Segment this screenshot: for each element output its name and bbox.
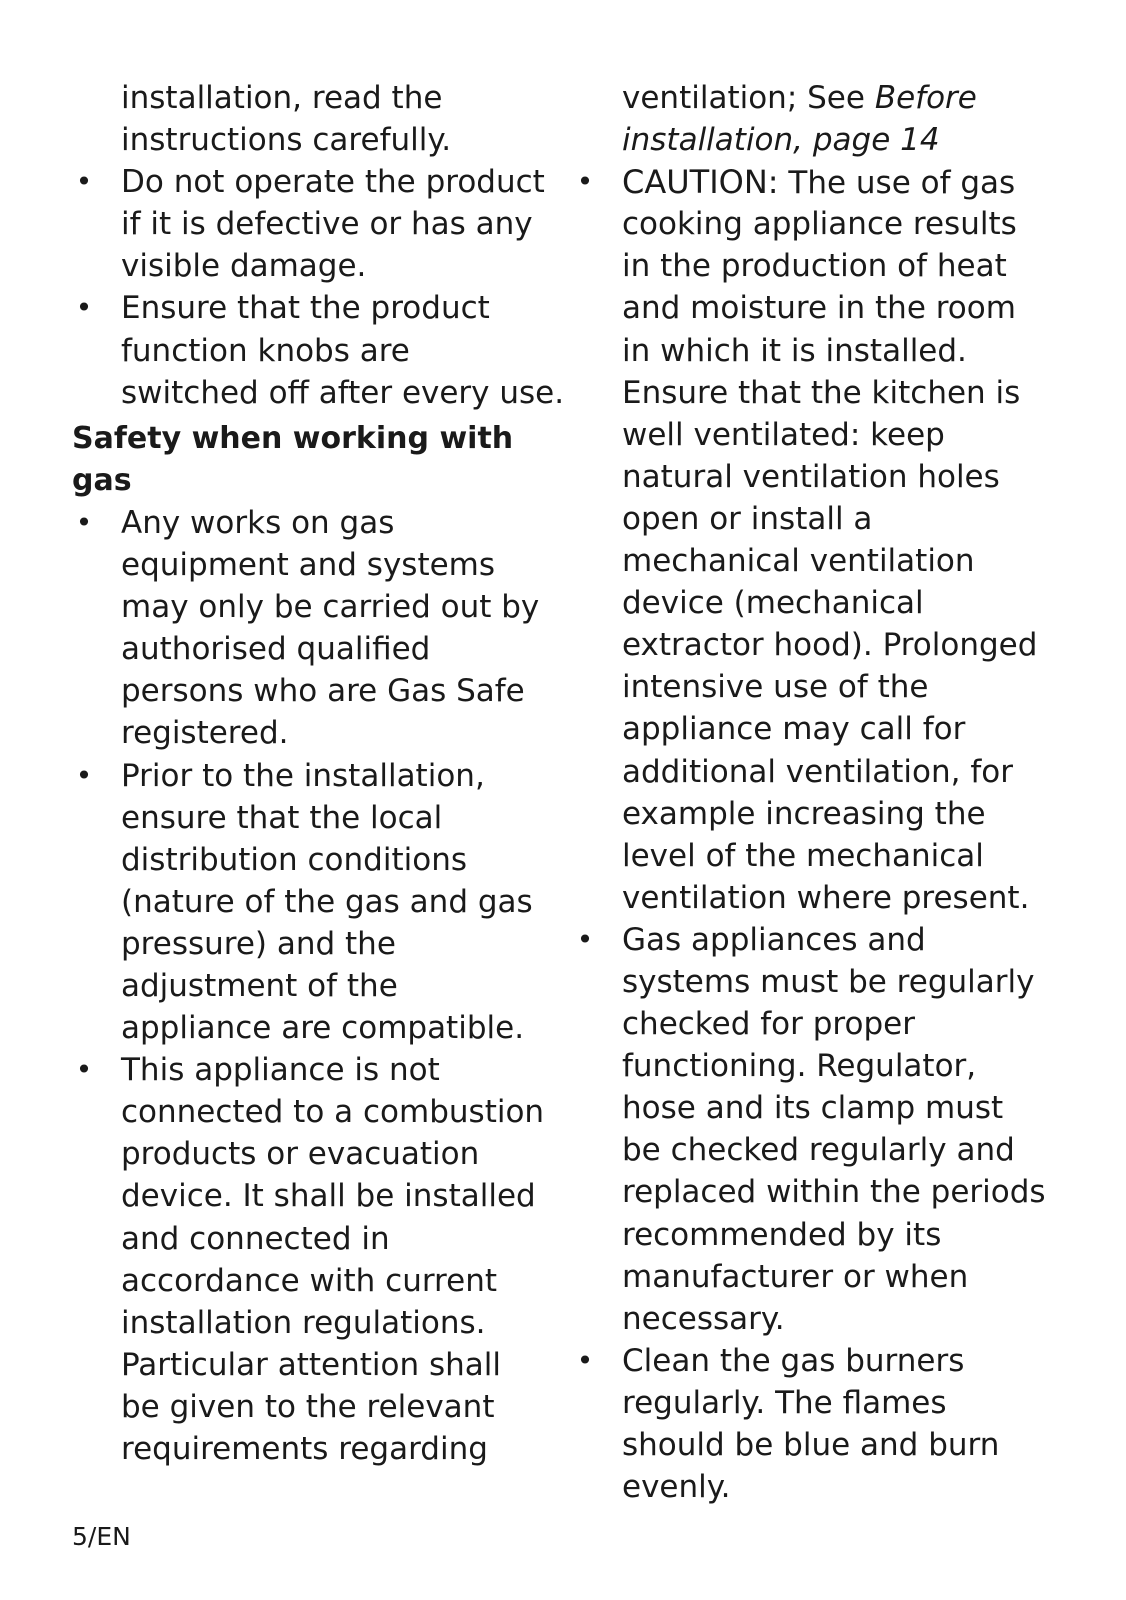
list-item-line (72, 502, 572, 544)
list-item-text: Gas appliances and (622, 921, 926, 958)
list-item-line: device (mechanical (622, 585, 924, 622)
list-item-line: mechanical ventilation (622, 543, 975, 580)
list-item-line: systems must be regularly (622, 963, 1035, 1000)
list-item-line: equipment and systems (121, 547, 496, 584)
list-item-line (72, 287, 572, 329)
list-item-line: regularly. The flames (622, 1384, 947, 1421)
list-item-line: requirements regarding (121, 1431, 488, 1467)
list-item-line: recommended by its (622, 1216, 942, 1253)
list-item-line (72, 1049, 572, 1091)
list-item-line: function knobs are (121, 332, 410, 369)
list-item-line: appliance are compatible. (121, 1010, 525, 1047)
list-item-line: example increasing the (622, 795, 986, 832)
list-item-text: Ensure that the product (121, 290, 490, 327)
caution-list-item (573, 161, 1093, 203)
section-heading: Safety when working with (72, 420, 514, 456)
list-item-line: Ensure that the kitchen is (622, 374, 1021, 411)
list-item-line: and connected in (121, 1220, 390, 1257)
list-item-line: adjustment of the (121, 967, 398, 1004)
list-item-line: be checked regularly and (622, 1132, 1015, 1169)
cross-reference: installation, page 14 (622, 122, 940, 159)
list-item-line: should be blue and burn (622, 1427, 1000, 1463)
bullet-icon: • (576, 1343, 594, 1377)
list-item-line (573, 1340, 1093, 1382)
list-item-line: cooking appliance results (622, 206, 1017, 243)
page-number: 5/EN (72, 1522, 131, 1551)
cross-reference: Before (874, 80, 977, 116)
list-item-line: checked for proper (622, 1006, 915, 1043)
list-item-line: accordance with current (121, 1262, 497, 1299)
list-item-text: This appliance is not (121, 1052, 440, 1089)
list-item-line: hose and its clamp must (622, 1090, 1004, 1127)
bullet-icon: • (75, 505, 93, 539)
list-item-line: in which it is installed. (622, 332, 967, 369)
list-item-line: authorised qualified (121, 631, 431, 668)
list-item-line: Particular attention shall (121, 1346, 501, 1383)
list-item-line: intensive use of the (622, 669, 929, 706)
bullet-icon: • (75, 291, 93, 325)
list-item-text: Prior to the installation, (121, 757, 485, 794)
list-item-line: in the production of heat (622, 248, 1007, 285)
bullet-icon: • (75, 758, 93, 792)
list-item-line: open or install a (622, 500, 873, 537)
list-item-line: well ventilated: keep (622, 416, 945, 453)
list-item-line: if it is defective or has any (121, 206, 533, 243)
list-item-line: may only be carried out by (121, 589, 540, 626)
list-item-line: ensure that the local (121, 799, 443, 836)
right-column (573, 77, 1093, 1508)
list-item-line: extractor hood). Prolonged (622, 627, 1038, 664)
caution-label: CAUTION: (622, 163, 779, 202)
list-item-line: necessary. (622, 1300, 785, 1337)
paragraph-line: installation, read the (121, 80, 443, 116)
list-item-line: installation regulations. (121, 1304, 486, 1341)
list-item-line: pressure) and the (121, 925, 396, 962)
paragraph-line: instructions carefully. (121, 122, 452, 159)
list-item-line: functioning. Regulator, (622, 1048, 977, 1085)
list-item-line: replaced within the periods (622, 1174, 1046, 1211)
list-item-line: evenly. (622, 1469, 731, 1506)
list-item-line (72, 161, 572, 203)
list-item-line: registered. (121, 715, 289, 752)
list-item-line (573, 919, 1093, 961)
list-item-line: connected to a combustion (121, 1094, 545, 1131)
list-item-line: (nature of the gas and gas (121, 883, 533, 920)
paragraph-line (573, 77, 1093, 119)
list-item-line: appliance may call for (622, 711, 966, 748)
section-heading: gas (72, 462, 132, 498)
list-item-text: Any works on gas (121, 504, 395, 541)
bullet-icon: • (75, 1053, 93, 1087)
list-item-line: manufacturer or when (622, 1258, 969, 1295)
list-item-line: natural ventilation holes (622, 458, 1000, 495)
list-item-line: switched off after every use. (121, 374, 565, 411)
bullet-icon: • (75, 165, 93, 199)
continuation-text: ventilation; See (622, 80, 875, 116)
list-item-line: device. It shall be installed (121, 1178, 536, 1215)
list-item-line: be given to the relevant (121, 1388, 495, 1425)
list-item-line: additional ventilation, for (622, 753, 1013, 790)
list-item-line: persons who are Gas Safe (121, 673, 525, 710)
list-item-line: level of the mechanical (622, 837, 984, 874)
list-item-text: Do not operate the product (121, 164, 545, 201)
list-item-text: The use of gas (778, 165, 1016, 202)
list-item-line: visible damage. (121, 248, 367, 285)
list-item-line: and moisture in the room (622, 290, 1016, 327)
list-item-line: products or evacuation (121, 1136, 480, 1173)
bullet-icon: • (576, 922, 594, 956)
list-item-line (72, 755, 572, 797)
bullet-icon: • (576, 165, 594, 199)
list-item-line: ventilation where present. (622, 879, 1030, 916)
list-item-line: distribution conditions (121, 841, 467, 878)
left-column (72, 77, 572, 1470)
list-item-text: Clean the gas burners (622, 1342, 965, 1379)
